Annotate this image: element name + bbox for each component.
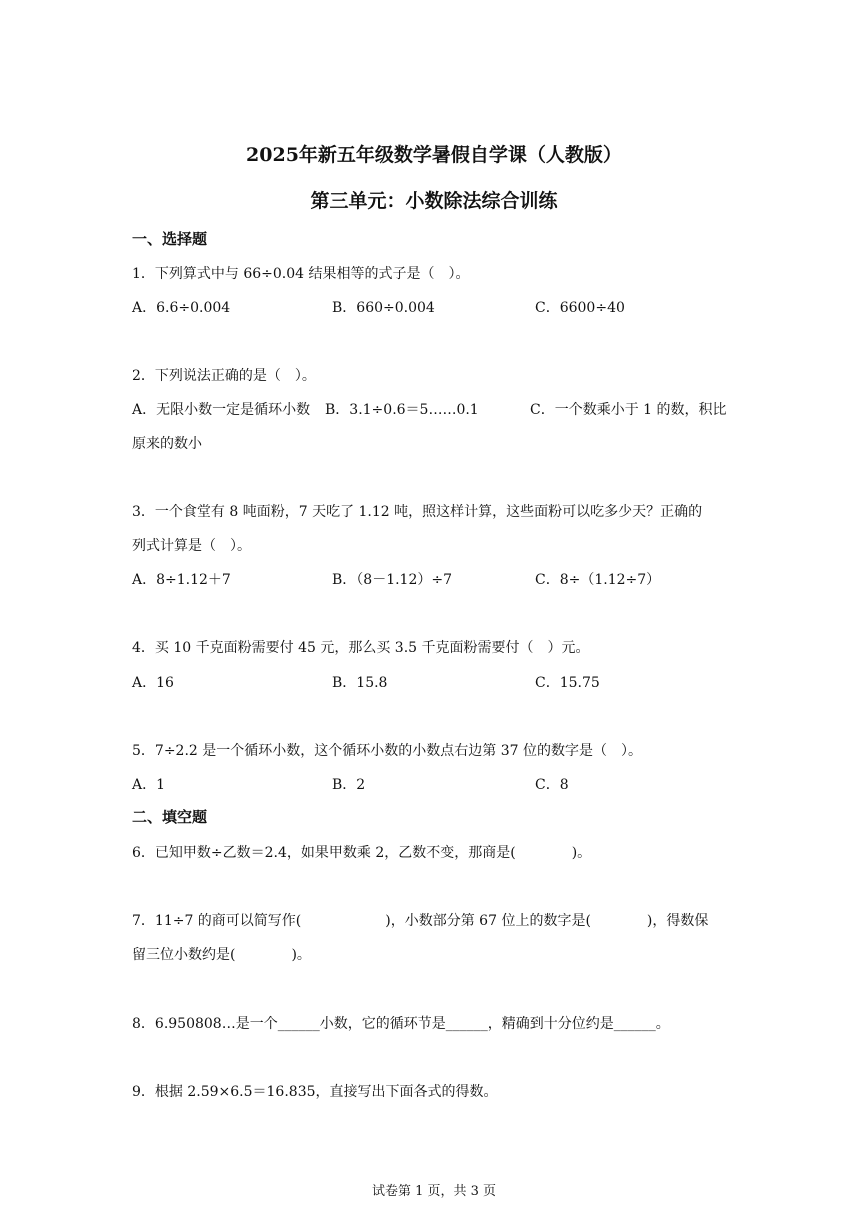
q1-option-c: C．6600÷40 [535,300,625,316]
question-5: 5．7÷2.2 是一个循环小数，这个循环小数的小数点右边第 37 位的数字是（ ）。 [132,743,642,759]
question-8: 8．6.950808…是一个______小数，它的循环节是______，精确到十分位约是______。 [132,1016,670,1032]
question-9: 9．根据 2.59×6.5＝16.835，直接写出下面各式的得数。 [132,1084,498,1100]
question-7-line1: 7．11÷7 的商可以简写作( )，小数部分第 67 位上的数字是( )，得数保 [132,913,709,929]
question-2: 2．下列说法正确的是（ ）。 [132,368,316,384]
page-footer: 试卷第 1 页，共 3 页 [371,1184,497,1199]
question-1: 1．下列算式中与 66÷0.04 结果相等的式子是（ ）。 [132,266,470,282]
q2-option-c: C．一个数乘小于 1 的数，积比 [530,402,727,418]
section-heading-choice: 一、选择题 [132,230,208,248]
question-6: 6．已知甲数÷乙数＝2.4，如果甲数乘 2，乙数不变，那商是( )。 [132,845,592,861]
page-title-line2: 第三单元：小数除法综合训练 [310,190,558,212]
q4-option-a: A．16 [132,675,174,691]
q2-option-b: B．3.1÷0.6＝5……0.1 [325,402,479,418]
q2-option-c-continued: 原来的数小 [132,436,202,452]
question-3-line2: 列式计算是（ ）。 [132,538,251,554]
q1-option-a: A．6.6÷0.004 [132,300,231,316]
q3-option-a: A．8÷1.12＋7 [132,572,231,588]
question-7-line2: 留三位小数约是( )。 [132,947,311,963]
q3-option-b: B．（8－1.12）÷7 [332,572,453,588]
question-3-line1: 3．一个食堂有 8 吨面粉，7 天吃了 1.12 吨，照这样计算，这些面粉可以吃多少天？正确的 [132,504,703,520]
q3-option-c: C．8÷（1.12÷7） [535,572,661,588]
page-title-line1: 2025年新五年级数学暑假自学课（人教版） [246,144,622,166]
q1-option-b: B．660÷0.004 [332,300,435,316]
q4-option-b: B．15.8 [332,675,388,691]
q2-option-a: A．无限小数一定是循环小数 [132,402,311,418]
q5-option-c: C．8 [535,777,569,793]
q5-option-a: A．1 [132,777,166,793]
q4-option-c: C．15.75 [535,675,600,691]
q5-option-b: B．2 [332,777,366,793]
question-4: 4．买 10 千克面粉需要付 45 元，那么买 3.5 千克面粉需要付（ ）元。 [132,640,590,656]
section-heading-fill: 二、填空题 [132,808,208,826]
